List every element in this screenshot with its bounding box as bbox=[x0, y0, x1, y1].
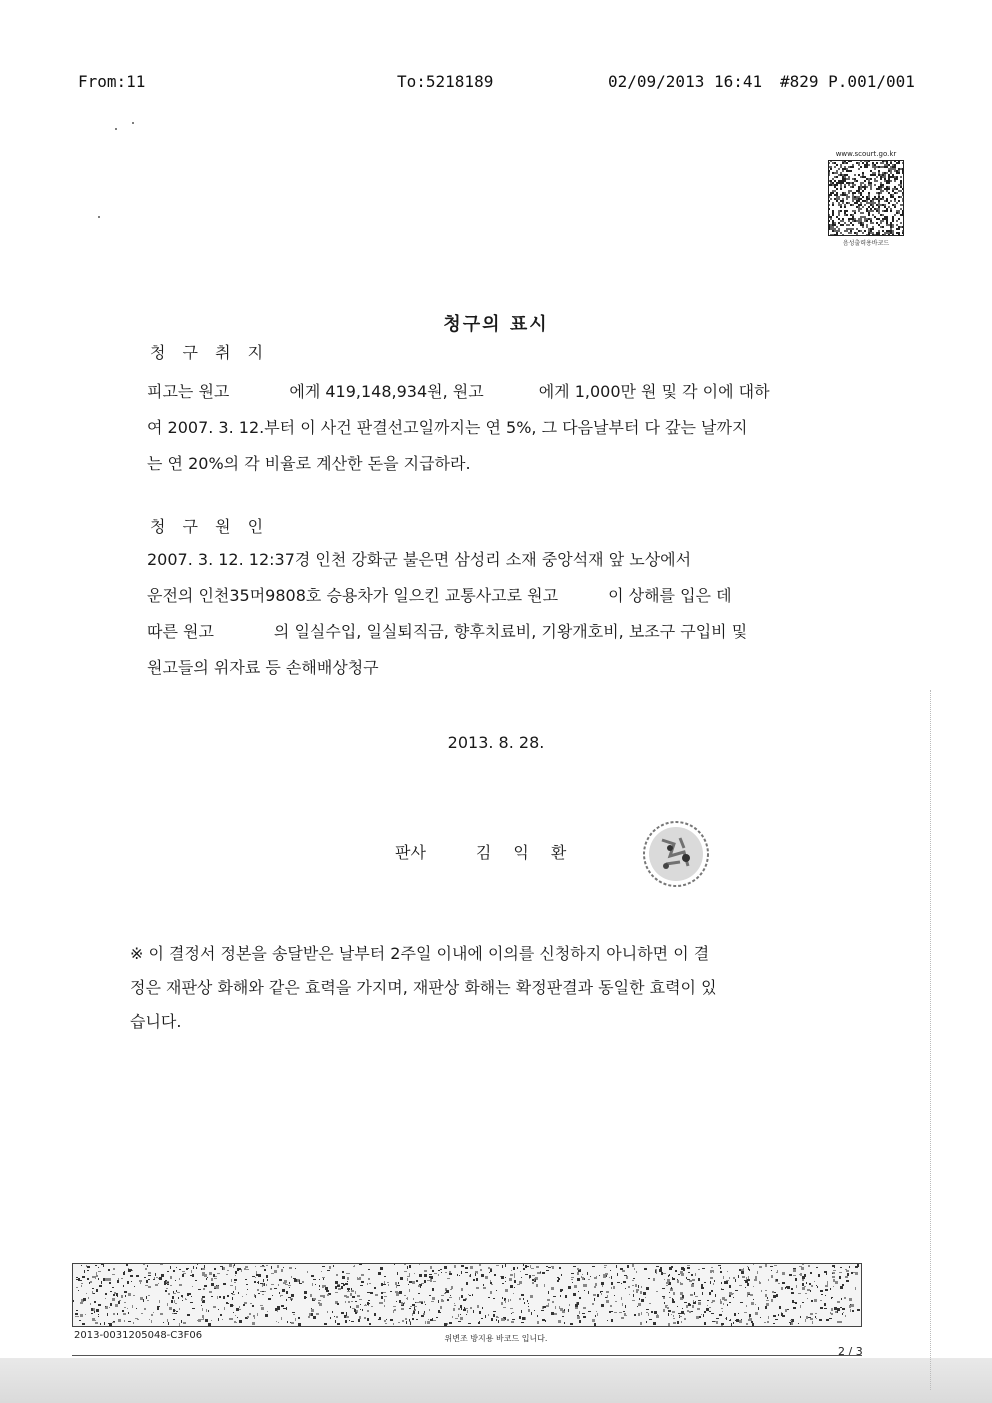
fax-header bbox=[0, 72, 992, 96]
text-run: 운전의 인천35머9808호 승용차가 일으킨 교통사고로 원고 bbox=[147, 586, 559, 605]
claim-cause-line: 원고들의 위자료 등 손해배상청구 bbox=[147, 658, 379, 677]
qr-block bbox=[826, 150, 906, 247]
fax-datetime: 02/09/2013 16:41 bbox=[608, 72, 763, 91]
claim-purpose-paragraph bbox=[147, 374, 852, 482]
scan-speck bbox=[115, 128, 117, 130]
text-run: 피고는 원고 bbox=[147, 382, 230, 401]
anti-forgery-barcode bbox=[72, 1263, 862, 1327]
claim-cause-line: 2007. 3. 12. 12:37경 인천 강화군 불은면 삼성리 소재 중앙석재 앞 노상에서 bbox=[147, 550, 692, 569]
claim-cause-heading: 청 구 원 인 bbox=[150, 517, 270, 536]
text-run: 따른 원고 bbox=[147, 622, 214, 641]
fax-from: From:11 bbox=[78, 72, 146, 91]
text-run: 이 상해를 입은 데 bbox=[608, 586, 732, 605]
claim-cause-paragraph bbox=[147, 542, 852, 686]
scan-speck bbox=[98, 216, 100, 218]
barcode-id: 2013-0031205048-C3F06 bbox=[74, 1330, 203, 1341]
scan-speck bbox=[132, 122, 134, 124]
fax-to: To:5218189 bbox=[397, 72, 494, 91]
text-run: 의 일실수입, 일실퇴직금, 향후치료비, 기왕개호비, 보조구 구입비 및 bbox=[273, 622, 748, 641]
notice-line: 습니다. bbox=[130, 1012, 182, 1031]
qr-caption: 음성출력용바코드 bbox=[842, 240, 890, 247]
judge-title: 판사 bbox=[395, 843, 426, 862]
judge-line bbox=[395, 840, 588, 863]
page-number: 2 / 3 bbox=[838, 1345, 863, 1358]
document-title: 청구의 표시 bbox=[443, 314, 549, 335]
qr-code bbox=[828, 160, 904, 236]
claim-purpose-line: 여 2007. 3. 12.부터 이 사건 판결선고일까지는 연 5%, 그 다음날부터 다 갚는 날까지 bbox=[147, 418, 748, 437]
text-run: 에게 1,000만 원 및 각 이에 대하 bbox=[538, 382, 770, 401]
scan-shadow-band bbox=[0, 1358, 992, 1403]
judge-name: 김익환 bbox=[475, 843, 589, 862]
barcode-pattern bbox=[73, 1264, 861, 1326]
claim-purpose-line: 는 연 20%의 각 비율로 계산한 돈을 지급하라. bbox=[147, 454, 471, 473]
judge-seal-stamp bbox=[640, 818, 712, 890]
text-run: 에게 419,148,934원, 원고 bbox=[289, 382, 484, 401]
claim-cause-line bbox=[147, 614, 852, 650]
notice-paragraph bbox=[130, 937, 842, 1039]
barcode-note: 위변조 방지용 바코드 입니다. bbox=[444, 1334, 548, 1343]
claim-purpose-line bbox=[147, 374, 852, 410]
qr-url: www.scourt.go.kr bbox=[835, 150, 897, 158]
footer-divider bbox=[72, 1355, 862, 1356]
document-date: 2013. 8. 28. bbox=[447, 733, 545, 752]
notice-line: 정은 재판상 화해와 같은 효력을 가지며, 재판상 화해는 확정판결과 동일한 효력이 있 bbox=[130, 978, 717, 997]
claim-purpose-heading: 청 구 취 지 bbox=[150, 343, 270, 362]
notice-line: ※ 이 결정서 정본을 송달받은 날부터 2주일 이내에 이의를 신청하지 아니하면 이 결 bbox=[130, 944, 710, 963]
scan-edge-line bbox=[930, 690, 932, 1390]
fax-page: #829 P.001/001 bbox=[780, 72, 915, 91]
claim-cause-line bbox=[147, 578, 852, 614]
